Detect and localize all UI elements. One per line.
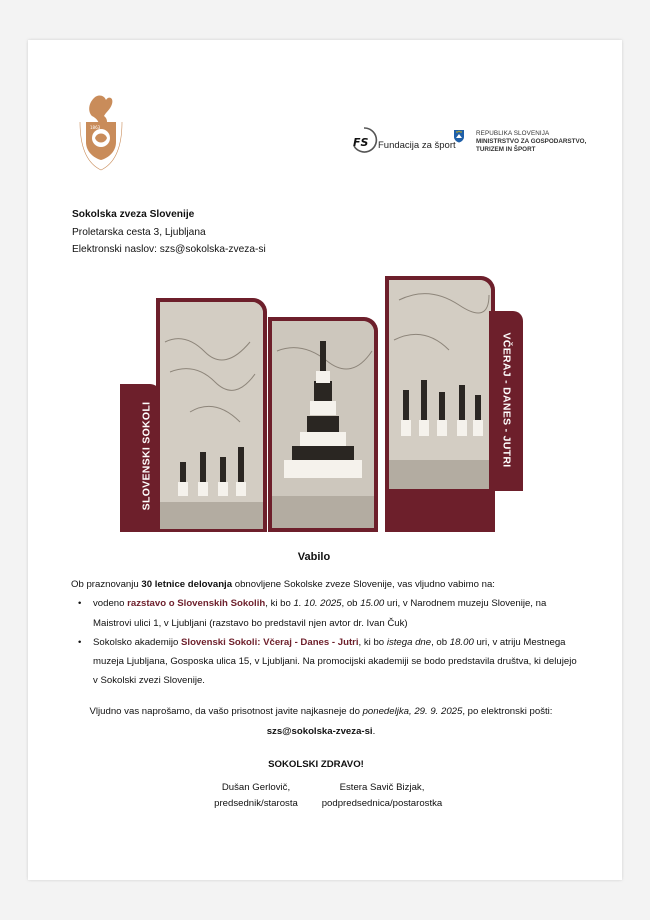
sponsor-logos <box>350 126 590 156</box>
historic-photo-2 <box>272 321 374 528</box>
ministry-name <box>476 130 586 154</box>
sokol-falcon-crest-icon <box>76 92 126 172</box>
sender-address <box>72 206 266 259</box>
fs-foundation-name: Fundacija za šport <box>378 140 456 151</box>
letter-title: Vabilo <box>297 551 331 563</box>
historic-photo-1 <box>160 302 263 529</box>
gov-line-3: TURIZEM IN ŠPORT <box>476 146 536 153</box>
slovenia-crest-icon <box>453 129 465 143</box>
sender-email: Elektronski naslov: szs@sokolska-zveza-si <box>72 244 266 255</box>
letter-body <box>71 548 581 774</box>
sender-org: Sokolska zveza Slovenije <box>72 209 195 220</box>
sig2-name: Estera Savič Bizjak, <box>339 782 425 793</box>
rsvp-email-link[interactable]: szs@sokolska-zveza-si <box>266 725 373 737</box>
event-item-exhibition: • vodeno razstavo o Slovenskih Sokolih, ki bo 1. 10. 2025, ob 15.00 uri, v Narodnem muzeju Slovenije, na Maistrovi ulici 1, v Ljubljani (razstavo bo predstavil njen avtor dr. Ivan Čuk) <box>93 594 581 632</box>
signature-president <box>196 780 316 812</box>
gov-line-2: MINISTRSTVO ZA GOSPODARSTVO, <box>476 138 587 145</box>
sig1-name: Dušan Gerlovič, <box>221 782 291 793</box>
sig1-role: predsednik/starosta <box>214 798 298 809</box>
fs-foundation-logo-icon <box>350 126 378 154</box>
greeting: SOKOLSKI ZDRAVO! <box>268 758 364 770</box>
signature-vice-president <box>312 780 452 812</box>
event-banner <box>120 276 525 534</box>
fs-mark: FS <box>353 136 369 149</box>
event-item-academy: • Sokolsko akademijo Slovenski Sokoli: Včeraj - Danes - Jutri, ki bo istega dne, ob 18.00 uri, v atriju Mestnega muzeja Ljubljana, Gosposka ulica 15, v Ljubljani. Na promocijski akademiji se bodo predstavila društva, ki delujejo v Sokolski zvezi Slovenije. <box>93 633 581 691</box>
historic-photo-3 <box>389 280 491 489</box>
intro-paragraph: Ob praznovanju 30 letnice delovanja obnovljene Sokolske zveze Slovenije, vas vljudno vabimo na: <box>71 579 495 591</box>
event-list <box>71 594 581 690</box>
rsvp-paragraph: Vljudno vas naprošamo, da vašo prisotnost javite najkasneje do ponedeljka, 29. 9. 2025, po elektronski pošti: szs@sokolska-zveza-si. <box>89 706 553 737</box>
banner-left-title: SLOVENSKI SOKOLI <box>140 401 153 511</box>
sig2-role: podpredsednica/postarostka <box>321 798 443 809</box>
sender-street: Proletarska cesta 3, Ljubljana <box>72 226 206 238</box>
banner-right-title: VČERAJ - DANES - JUTRI <box>500 332 513 468</box>
svg-text:1863: 1863 <box>90 125 101 130</box>
gov-line-1: REPUBLIKA SLOVENIJA <box>476 130 550 137</box>
